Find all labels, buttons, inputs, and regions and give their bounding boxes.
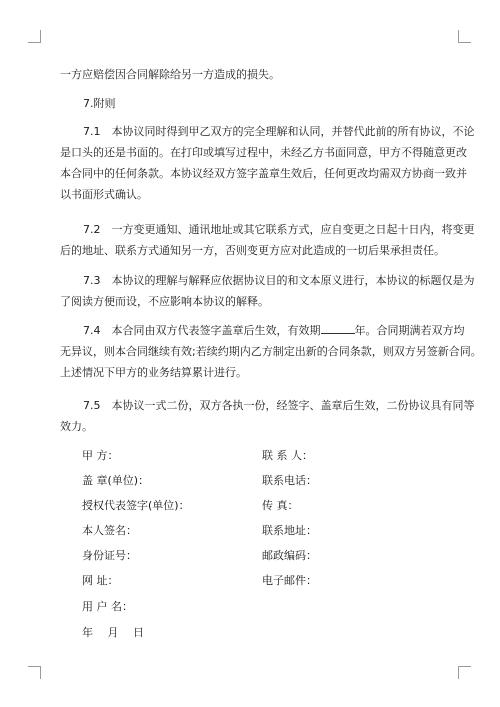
text-line: 以书面形式确认。 <box>60 188 148 201</box>
text-line: 上述情况下甲方的业务结算累计进行。 <box>60 366 247 379</box>
crop-mark-bottom-right <box>458 666 471 679</box>
section-heading-7 <box>60 93 442 114</box>
contact-person-label: 联 系 人： <box>262 449 313 462</box>
contact-address-label: 联系地址： <box>262 524 317 537</box>
authorized-signature-label: 授权代表签字(单位)： <box>82 499 190 512</box>
section-title: 7.附则 <box>83 97 116 110</box>
text-line: 无异议，则本合同继续有效;若续约期内乙方制定出新的合同条款，则双方另签新合同。 <box>60 345 482 358</box>
crop-mark-top-right <box>458 30 471 43</box>
text-line: 7.1 本协议同时得到甲乙双方的完全理解和认同，并替代此前的所有协议，不论 <box>83 125 475 138</box>
contact-phone-label: 联系电话： <box>262 474 317 487</box>
text-line: 7.2 一方变更通知、通讯地址或其它联系方式，应自变更之日起十日内，将变更 <box>83 223 475 236</box>
party-a-label: 甲 方： <box>82 449 119 462</box>
text-line: 本合同中的任何条款。本协议经双方签字盖章生效后，任何更改均需双方协商一致并 <box>60 167 467 180</box>
clause-7-1 <box>60 121 475 205</box>
text-line: 一方应赔偿因合同解除给另一方造成的损失。 <box>60 68 280 81</box>
text-line: 7.3 本协议的理解与解释应依据协议目的和文本原义进行，本协议的标题仅是为 <box>83 274 475 287</box>
date-label: 年 月 日 <box>82 626 144 639</box>
clause-7-5 <box>60 395 475 437</box>
crop-mark-bottom-left <box>28 666 41 679</box>
text-line: 效力。 <box>60 420 93 433</box>
paragraph-termination-loss <box>60 64 442 85</box>
username-label: 用 户 名： <box>82 600 133 613</box>
postal-code-label: 邮政编码： <box>262 549 317 562</box>
text-line: 后的地址、联系方式通知另一方，否则变更方应对此造成的一切后果承担责任。 <box>60 244 445 257</box>
text-line <box>60 320 465 341</box>
email-label: 电子邮件： <box>262 574 317 587</box>
fax-label: 传 真： <box>262 499 299 512</box>
id-number-label: 身份证号： <box>82 549 137 562</box>
clause-7-3 <box>60 270 475 312</box>
seal-unit-label: 盖 章(单位)： <box>82 474 150 487</box>
text-line: 是口头的还是书面的。在打印或填写过程中，未经乙方书面同意，甲方不得随意更改 <box>60 146 467 159</box>
text-line: 7.5 本协议一式二份，双方各执一份，经签字、盖章后生效，二份协议具有同等 <box>83 399 475 412</box>
crop-mark-top-left <box>28 30 41 43</box>
term-blank-field[interactable] <box>321 324 355 334</box>
clause-7-2 <box>60 219 475 261</box>
website-label: 网 址： <box>82 574 119 587</box>
text-line: 了阅读方便而设，不应影响本协议的解释。 <box>60 295 269 308</box>
personal-signature-label: 本人签名： <box>82 524 137 537</box>
text-fragment: 年。合同期满若双方均 <box>354 324 465 337</box>
text-fragment: 7.4 本合同由双方代表签字盖章后生效，有效期 <box>83 324 321 337</box>
clause-7-4 <box>60 320 482 383</box>
